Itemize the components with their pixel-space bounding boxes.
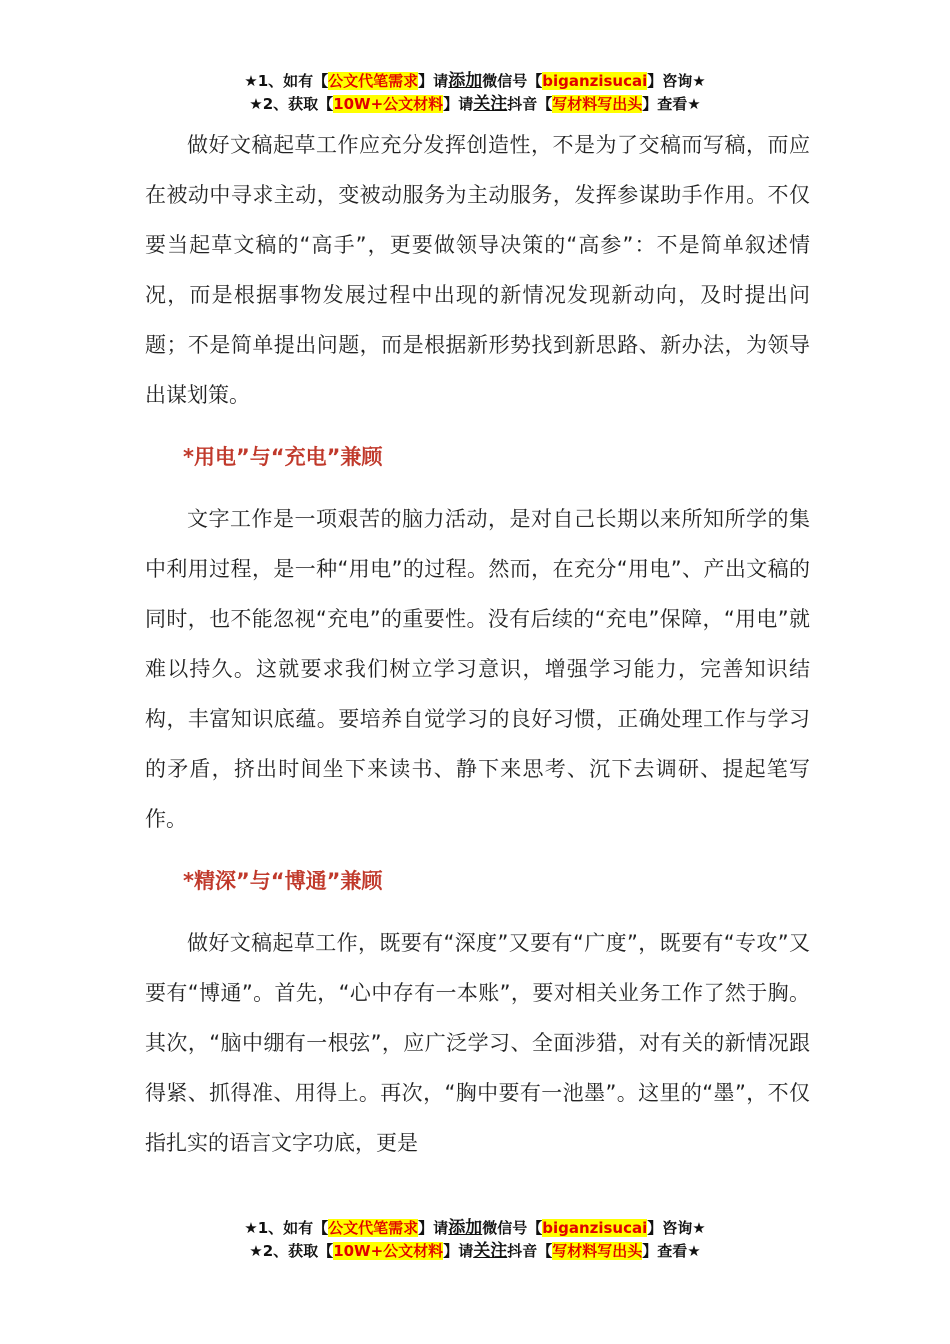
section-heading-2: *精深”与“博通”兼顾 [183, 869, 383, 893]
banner-highlight: biganzisucai [542, 72, 648, 90]
banner-text: ★1、如有【 [244, 1219, 329, 1237]
banner-text: 】查看★ [642, 95, 701, 113]
banner-line-2 [0, 93, 950, 116]
banner-highlight: 10W+公文材料 [333, 1242, 444, 1260]
paragraph-2: 文字工作是一项艰苦的脑力活动，是对自己长期以来所知所学的集中利用过程，是一种“用电”的过程。然而，在充分“用电”、产出文稿的同时，也不能忽视“充电”的重要性。没有后续的“充电”保障，“用电”就难以持久。这就要求我们树立学习意识，增强学习能力，完善知识结构，丰富知识底蕴。要培养自觉学习的良好习惯，正确处理工作与学习的矛盾，挤出时间坐下来读书、静下来思考、沉下去调研、提起笔写作。 [145, 507, 810, 831]
banner-underlined-text: 添加 [448, 1218, 483, 1238]
banner-highlight: 写材料写出头 [552, 95, 643, 113]
banner-highlight: 写材料写出头 [552, 1242, 643, 1260]
banner-text: 】请 [443, 95, 474, 113]
banner-highlight: 公文代笔需求 [328, 72, 419, 90]
banner-line-1 [0, 1217, 950, 1240]
banner-text: ★2、获取【 [249, 1242, 334, 1260]
banner-text: 】请 [418, 72, 449, 90]
banner-highlight: 公文代笔需求 [328, 1219, 419, 1237]
banner-line-2 [0, 1240, 950, 1263]
paragraph-3: 做好文稿起草工作，既要有“深度”又要有“广度”，既要有“专攻”又要有“博通”。首先，“心中存有一本账”，要对相关业务工作了然于胸。其次，“脑中绷有一根弦”，应广泛学习、全面涉猎，对有关的新情况跟得紧、抓得准、用得上。再次，“胸中要有一池墨”。这里的“墨”，不仅指扎实的语言文字功底，更是 [145, 931, 810, 1155]
banner-text: 抖音【 [507, 1242, 553, 1260]
banner-text: 】咨询★ [647, 72, 706, 90]
banner-text: 】请 [443, 1242, 474, 1260]
paragraph-1: 做好文稿起草工作应充分发挥创造性，不是为了交稿而写稿，而应在被动中寻求主动，变被动服务为主动服务，发挥参谋助手作用。不仅要当起草文稿的“高手”，更要做领导决策的“高参”：不是简单叙述情况，而是根据事物发展过程中出现的新情况发现新动向，及时提出问题；不是简单提出问题，而是根据新形势找到新思路、新办法，为领导出谋划策。 [145, 133, 810, 407]
section-heading-1: *用电”与“充电”兼顾 [183, 445, 383, 469]
banner-text: 抖音【 [507, 95, 553, 113]
banner-underlined-text: 关注 [473, 94, 508, 114]
banner-text: 】查看★ [642, 1242, 701, 1260]
banner-text: ★1、如有【 [244, 72, 329, 90]
banner-text: ★2、获取【 [249, 95, 334, 113]
banner-highlight: 10W+公文材料 [333, 95, 444, 113]
banner-underlined-text: 关注 [473, 1241, 508, 1261]
banner-line-1 [0, 70, 950, 93]
document-body [145, 120, 810, 1168]
banner-text: 】咨询★ [647, 1219, 706, 1237]
banner-text: 】请 [418, 1219, 449, 1237]
banner-text: 微信号【 [482, 1219, 543, 1237]
top-banner [0, 70, 950, 116]
banner-underlined-text: 添加 [448, 71, 483, 91]
banner-highlight: biganzisucai [542, 1219, 648, 1237]
banner-text: 微信号【 [482, 72, 543, 90]
bottom-banner [0, 1217, 950, 1263]
